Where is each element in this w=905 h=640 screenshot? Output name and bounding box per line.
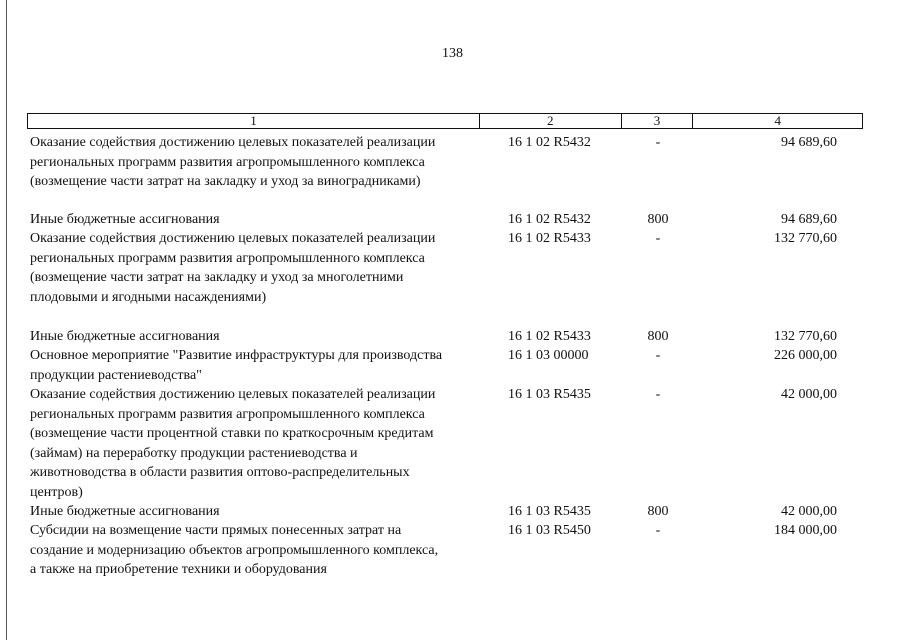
column-header-3: 3 <box>622 114 694 128</box>
row-amount: 94 689,60 <box>781 212 837 227</box>
row-type: 800 <box>647 212 669 227</box>
page-number: 138 <box>442 46 463 61</box>
row-code: 16 1 03 00000 <box>508 348 589 363</box>
row-code: 16 1 02 R5432 <box>508 212 591 227</box>
row-amount: 42 000,00 <box>781 387 837 402</box>
row-name: Оказание содействия достижению целевых показателей реализации региональных программ развития агропромышленного комплекса (возмещение части затрат на закладку и уход за многолетними плодовыми и ягодными насаждениями) <box>30 231 436 305</box>
row-name: Оказание содействия достижению целевых показателей реализации региональных программ развития агропромышленного комплекса (возмещение части затрат на закладку и уход за виноградниками) <box>30 135 436 189</box>
row-type: - <box>655 135 661 150</box>
column-header-4: 4 <box>774 113 781 128</box>
row-amount: 132 770,60 <box>774 231 837 246</box>
row-name: Основное мероприятие "Развитие инфраструктуры для производства продукции растениеводства" <box>30 348 443 383</box>
row-type: - <box>655 523 661 538</box>
row-code: 16 1 03 R5435 <box>508 387 591 402</box>
row-type: - <box>655 231 661 246</box>
row-code: 16 1 03 R5450 <box>508 523 591 538</box>
column-header-2: 2 <box>480 114 622 128</box>
row-code: 16 1 02 R5433 <box>508 231 591 246</box>
row-amount: 184 000,00 <box>774 523 837 538</box>
row-name: Субсидии на возмещение части прямых понесенных затрат на создание и модернизацию объектов агропромышленного комплекса, а также на приобретение техники и оборудования <box>30 523 439 577</box>
row-type: - <box>655 348 661 363</box>
row-amount: 226 000,00 <box>774 348 837 363</box>
row-type: - <box>655 387 661 402</box>
row-amount: 94 689,60 <box>781 135 837 150</box>
row-name: Оказание содействия достижению целевых показателей реализации региональных программ развития агропромышленного комплекса (возмещение части процентной ставки по краткосрочным кредитам (займам) на переработку продукции растениеводства и животноводства в области развития оптово-распределительных центров) <box>30 387 436 500</box>
row-amount: 132 770,60 <box>774 329 837 344</box>
row-code: 16 1 02 R5432 <box>508 135 591 150</box>
row-type: 800 <box>647 329 669 344</box>
column-header-1: 1 <box>28 114 480 128</box>
row-name: Иные бюджетные ассигнования <box>30 212 220 227</box>
row-code: 16 1 03 R5435 <box>508 504 591 519</box>
row-name: Иные бюджетные ассигнования <box>30 329 220 344</box>
page-edge-rule <box>6 0 7 640</box>
table-header <box>27 113 863 129</box>
row-name: Иные бюджетные ассигнования <box>30 504 220 519</box>
row-amount: 42 000,00 <box>781 504 837 519</box>
row-code: 16 1 02 R5433 <box>508 329 591 344</box>
row-type: 800 <box>647 504 669 519</box>
